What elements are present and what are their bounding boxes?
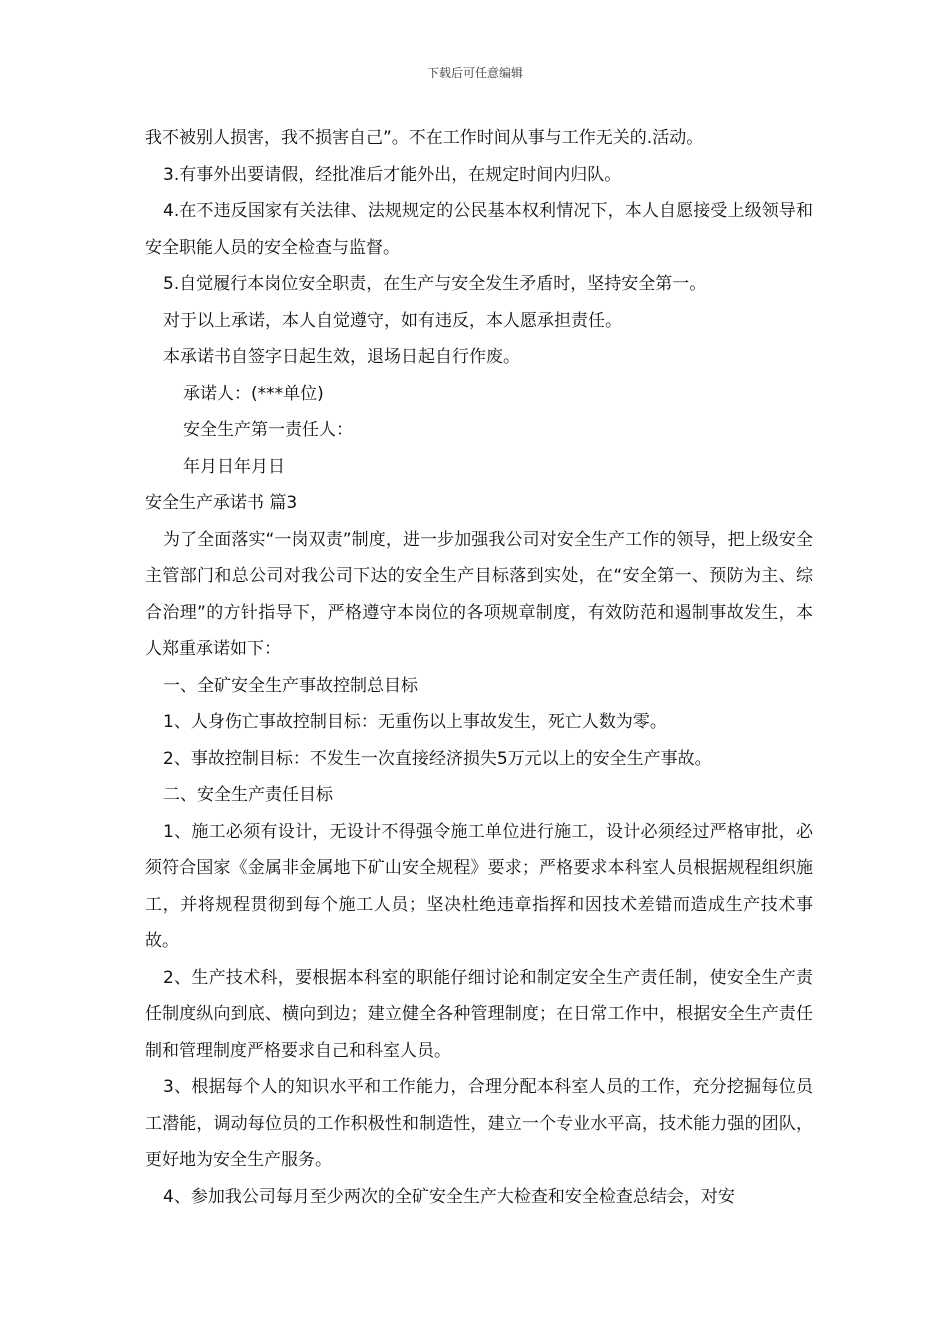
signature-responsible-person: 安全生产第一责任人： (183, 420, 353, 440)
heading-accident-control: 一、全矿安全生产事故控制总目标 (163, 675, 418, 696)
list-item-accident-target: 2、事故控制目标：不发生一次直接经济损失5万元以上的安全生产事故。 (163, 748, 712, 769)
page-header-note: 下载后可任意编辑 (426, 66, 523, 80)
paragraph-intro: 为了全面落实“一岗双责”制度，进一步加强我公司对安全生产工作的领导，把上级安全主管部门和总公司对我公司下达的安全生产目标落到实处，在“安全第一、预防为主、综合治理”的方针指导下，严格遵守本岗位的各项规章制度，有效防范和遏制事故发生，本人郑重承诺如下： (145, 529, 813, 659)
list-item-inspection: 4、参加我公司每月至少两次的全矿安全生产大检查和安全检查总结会，对安 (163, 1186, 735, 1207)
list-item-technical-dept: 2、生产技术科，要根据本科室的职能仔细讨论和制定安全生产责任制，使安全生产责任制度纵向到底、横向到边；建立健全各种管理制度；在日常工作中，根据安全生产责任制和管理制度严格要求自己和科室人员。 (145, 967, 813, 1061)
paragraph-item-5: 5.自觉履行本岗位安全职责，在生产与安全发生矛盾时，坚持安全第一。 (163, 274, 707, 294)
heading-responsibility: 二、安全生产责任目标 (163, 785, 333, 805)
signature-date: 年月日年月日 (183, 456, 285, 477)
document-body (145, 120, 813, 1215)
paragraph-validity: 本承诺书自签字日起生效，退场日起自行作废。 (163, 347, 520, 367)
paragraph-item-3: 3.有事外出要请假，经批准后才能外出，在规定时间内归队。 (163, 164, 622, 185)
paragraph-item-4: 4.在不违反国家有关法律、法规规定的公民基本权利情况下，本人自愿接受上级领导和安全职能人员的安全检查与监督。 (145, 201, 813, 258)
signature-promisor: 承诺人：(***单位) (183, 383, 324, 404)
list-item-design: 1、施工必须有设计，无设计不得强令施工单位进行施工，设计必须经过严格审批，必须符合国家《金属非金属地下矿山安全规程》要求；严格要求本科室人员根据规程组织施工，并将规程贯彻到每个施工人员；坚决杜绝违章指挥和因技术差错而造成生产技术事故。 (145, 821, 813, 951)
section-title: 安全生产承诺书 篇3 (145, 493, 298, 513)
paragraph-continuation: 我不被别人损害，我不损害自己”。不在工作时间从事与工作无关的.活动。 (145, 128, 704, 148)
paragraph-commitment: 对于以上承诺，本人自觉遵守，如有违反，本人愿承担责任。 (163, 310, 622, 331)
list-item-staffing: 3、根据每个人的知识水平和工作能力，合理分配本科室人员的工作，充分挖掘每位员工潜能，调动每位员的工作积极性和制造性，建立一个专业水平高，技术能力强的团队，更好地为安全生产服务。 (145, 1077, 813, 1170)
list-item-casualty-target: 1、人身伤亡事故控制目标：无重伤以上事故发生，死亡人数为零。 (163, 712, 667, 732)
